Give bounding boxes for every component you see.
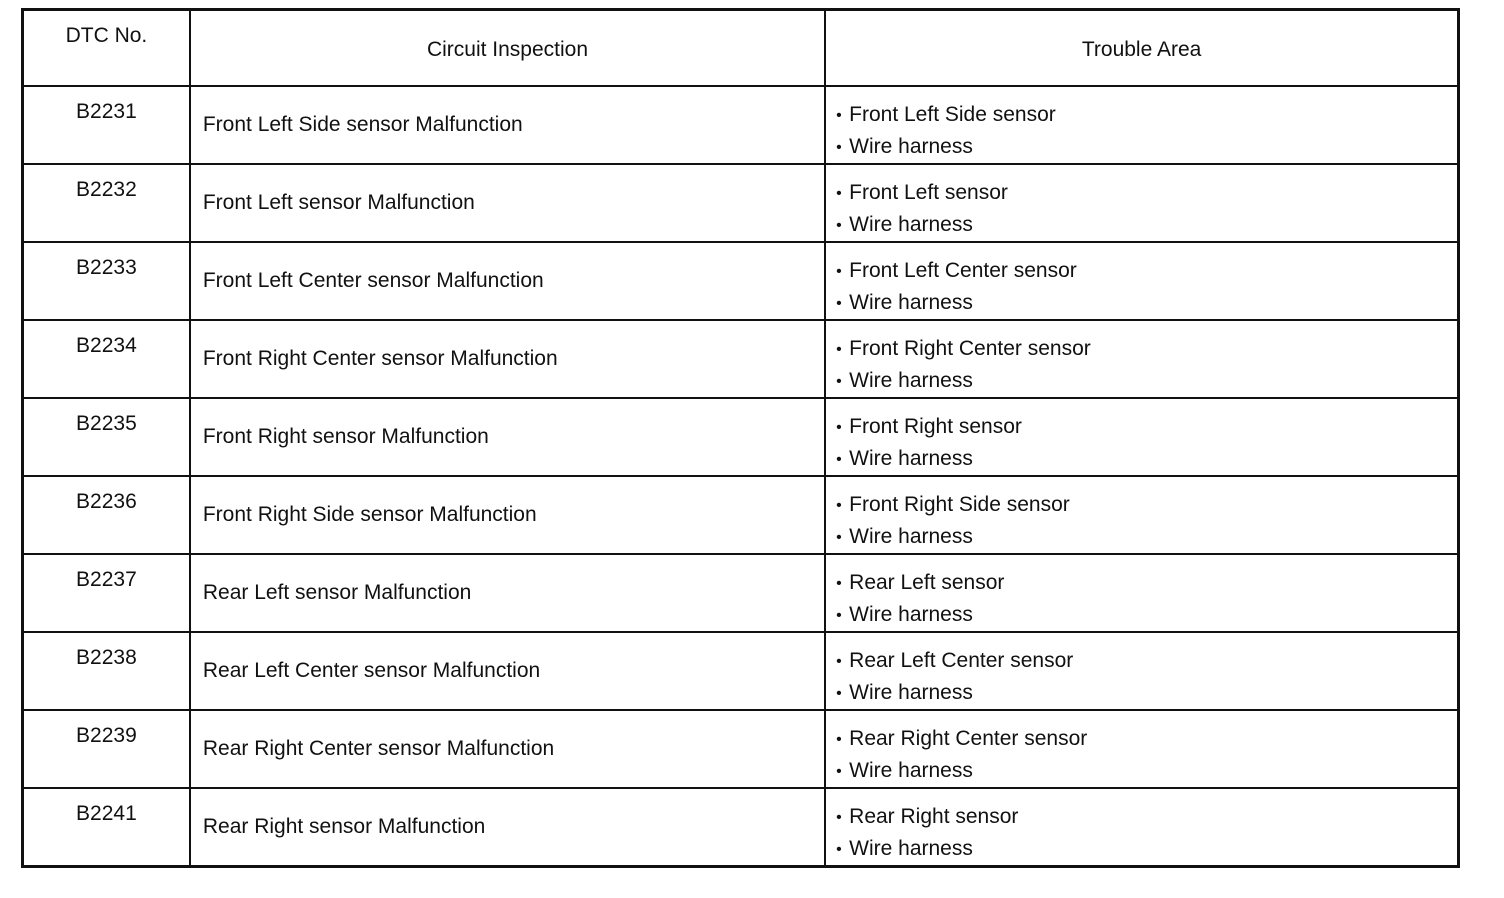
trouble-area-text: Front Right Center sensor [849,336,1091,360]
header-circuit-inspection: Circuit Inspection [190,10,825,86]
trouble-area-list [836,333,1457,397]
dtc-code-cell: B2235 [23,398,190,476]
bullet-icon: • [836,216,842,234]
table-row [23,788,1459,867]
list-item [836,99,1457,131]
trouble-area-text: Wire harness [849,290,973,314]
trouble-area-text: Front Left sensor [849,180,1008,204]
bullet-icon: • [836,450,842,468]
dtc-code-cell: B2236 [23,476,190,554]
list-item [836,489,1457,521]
dtc-code-cell: B2241 [23,788,190,867]
list-item [836,723,1457,755]
list-item [836,287,1457,319]
table-row [23,632,1459,710]
bullet-icon: • [836,652,842,670]
list-item [836,209,1457,241]
dtc-table [21,8,1460,868]
bullet-icon: • [836,138,842,156]
circuit-inspection-cell: Rear Right sensor Malfunction [190,788,825,867]
trouble-area-list [836,255,1457,319]
dtc-code-cell: B2233 [23,242,190,320]
trouble-area-cell [825,788,1458,867]
bullet-icon: • [836,730,842,748]
trouble-area-cell [825,554,1458,632]
bullet-icon: • [836,372,842,390]
bullet-icon: • [836,106,842,124]
bullet-icon: • [836,606,842,624]
trouble-area-text: Front Right sensor [849,414,1022,438]
circuit-inspection-cell: Front Left sensor Malfunction [190,164,825,242]
bullet-icon: • [836,418,842,436]
table-header [23,10,1459,86]
trouble-area-text: Rear Left Center sensor [849,648,1074,672]
trouble-area-cell [825,86,1458,164]
bullet-icon: • [836,184,842,202]
trouble-area-text: Wire harness [849,446,973,470]
bullet-icon: • [836,808,842,826]
bullet-icon: • [836,684,842,702]
bullet-icon: • [836,762,842,780]
list-item [836,411,1457,443]
table-row [23,554,1459,632]
dtc-code-cell: B2238 [23,632,190,710]
dtc-code-cell: B2234 [23,320,190,398]
dtc-code-cell: B2232 [23,164,190,242]
table-row [23,320,1459,398]
list-item [836,677,1457,709]
trouble-area-text: Rear Right Center sensor [849,726,1088,750]
trouble-area-text: Rear Right sensor [849,804,1019,828]
trouble-area-text: Wire harness [849,680,973,704]
trouble-area-text: Wire harness [849,212,973,236]
list-item [836,645,1457,677]
trouble-area-cell [825,476,1458,554]
trouble-area-list [836,177,1457,241]
trouble-area-list [836,723,1457,787]
trouble-area-cell [825,164,1458,242]
trouble-area-list [836,801,1457,865]
trouble-area-list [836,99,1457,163]
trouble-area-text: Wire harness [849,836,973,860]
trouble-area-text: Front Right Side sensor [849,492,1070,516]
circuit-inspection-cell: Rear Left sensor Malfunction [190,554,825,632]
bullet-icon: • [836,340,842,358]
circuit-inspection-cell: Front Left Center sensor Malfunction [190,242,825,320]
table-row [23,476,1459,554]
trouble-area-cell [825,710,1458,788]
circuit-inspection-cell: Rear Right Center sensor Malfunction [190,710,825,788]
bullet-icon: • [836,528,842,546]
list-item [836,801,1457,833]
header-dtc-no: DTC No. [23,10,190,86]
list-item [836,333,1457,365]
header-trouble-area: Trouble Area [825,10,1458,86]
dtc-code-cell: B2237 [23,554,190,632]
circuit-inspection-cell: Front Right Center sensor Malfunction [190,320,825,398]
bullet-icon: • [836,496,842,514]
trouble-area-text: Front Left Side sensor [849,102,1056,126]
trouble-area-text: Wire harness [849,602,973,626]
trouble-area-text: Wire harness [849,134,973,158]
trouble-area-text: Wire harness [849,758,973,782]
header-row [23,10,1459,86]
trouble-area-list [836,411,1457,475]
table-row [23,398,1459,476]
circuit-inspection-cell: Rear Left Center sensor Malfunction [190,632,825,710]
circuit-inspection-cell: Front Right Side sensor Malfunction [190,476,825,554]
trouble-area-list [836,567,1457,631]
dtc-code-cell: B2231 [23,86,190,164]
list-item [836,521,1457,553]
trouble-area-text: Front Left Center sensor [849,258,1077,282]
trouble-area-cell [825,398,1458,476]
list-item [836,599,1457,631]
list-item [836,365,1457,397]
table-row [23,242,1459,320]
trouble-area-list [836,645,1457,709]
list-item [836,755,1457,787]
list-item [836,255,1457,287]
list-item [836,131,1457,163]
bullet-icon: • [836,574,842,592]
bullet-icon: • [836,840,842,858]
trouble-area-cell [825,320,1458,398]
list-item [836,177,1457,209]
dtc-code-cell: B2239 [23,710,190,788]
list-item [836,443,1457,475]
circuit-inspection-cell: Front Right sensor Malfunction [190,398,825,476]
trouble-area-text: Wire harness [849,524,973,548]
trouble-area-text: Rear Left sensor [849,570,1005,594]
list-item [836,833,1457,865]
table-body [23,86,1459,867]
trouble-area-text: Wire harness [849,368,973,392]
bullet-icon: • [836,294,842,312]
bullet-icon: • [836,262,842,280]
list-item [836,567,1457,599]
table-row [23,164,1459,242]
table-row [23,86,1459,164]
trouble-area-cell [825,632,1458,710]
table-row [23,710,1459,788]
trouble-area-cell [825,242,1458,320]
trouble-area-list [836,489,1457,553]
circuit-inspection-cell: Front Left Side sensor Malfunction [190,86,825,164]
